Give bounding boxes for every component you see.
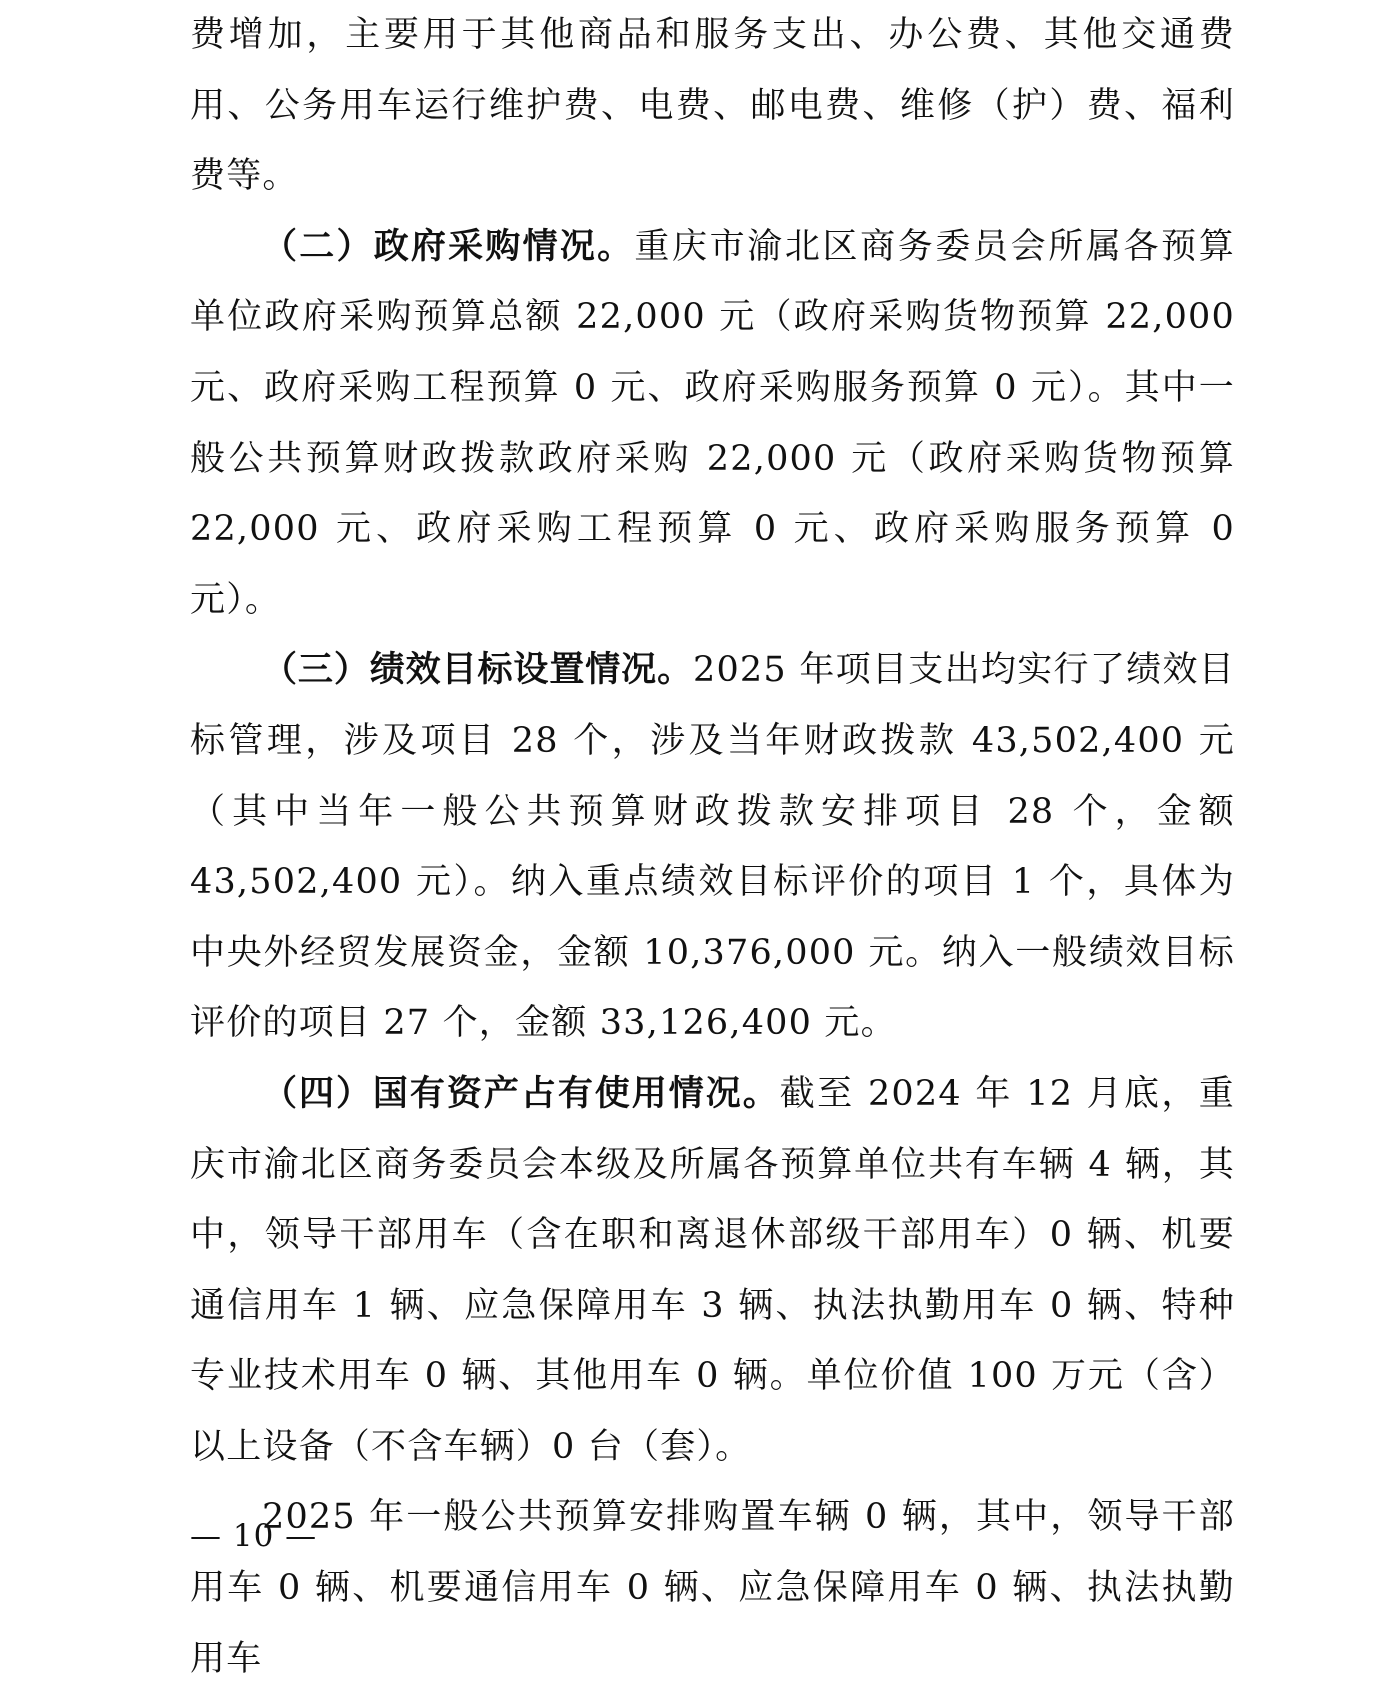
paragraph-state-assets — [190, 1059, 1235, 1483]
paragraph-text: 重庆市渝北区商务委员会所属各预算单位政府采购预算总额 22,000 元（政府采购货物预算 22,000 元、政府采购工程预算 0 元、政府采购服务预算 0 元）。其中一般公共预算财政拨款政府采购 22,000 元（政府采购货物预算 22,000 元、政府采购工程预算 0 元、政府采购服务预算 0 元）。 — [190, 226, 1235, 620]
page-number: — 10 — — [190, 1518, 318, 1554]
section-heading: （三）绩效目标设置情况。 — [262, 650, 693, 691]
paragraph-text: 截至 2024 年 12 月底，重庆市渝北区商务委员会本级及所属各预算单位共有车辆 4 辆，其中，领导干部用车（含在职和离退休部级干部用车）0 辆、机要通信用车 1 辆、应急保障用车 3 辆、执法执勤用车 0 辆、特种专业技术用车 0 辆、其他用车 0 辆。单位价值 100 万元（含）以上设备（不含车辆）0 台（套）。 — [190, 1073, 1235, 1467]
body-text — [190, 0, 1235, 1694]
paragraph-government-procurement — [190, 212, 1235, 636]
paragraph-continuation — [190, 0, 1235, 212]
section-heading: （四）国有资产占有使用情况。 — [262, 1073, 780, 1114]
paragraph-performance-targets — [190, 635, 1235, 1059]
paragraph-vehicle-purchase — [190, 1482, 1235, 1694]
section-heading: （二）政府采购情况。 — [262, 226, 635, 267]
paragraph-text: 2025 年项目支出均实行了绩效目标管理，涉及项目 28 个，涉及当年财政拨款 43,502,400 元（其中当年一般公共预算财政拨款安排项目 28 个，金额 43,502,400 元）。纳入重点绩效目标评价的项目 1 个，具体为中央外经贸发展资金，金额 10,376,000 元。纳入一般绩效目标评价的项目 27 个，金额 33,126,400 元。 — [190, 650, 1235, 1044]
paragraph-text: 2025 年一般公共预算安排购置车辆 0 辆，其中，领导干部用车 0 辆、机要通信用车 0 辆、应急保障用车 0 辆、执法执勤用车 — [190, 1497, 1235, 1679]
paragraph-text: 费增加，主要用于其他商品和服务支出、办公费、其他交通费用、公务用车运行维护费、电费、邮电费、维修（护）费、福利费等。 — [190, 15, 1235, 197]
